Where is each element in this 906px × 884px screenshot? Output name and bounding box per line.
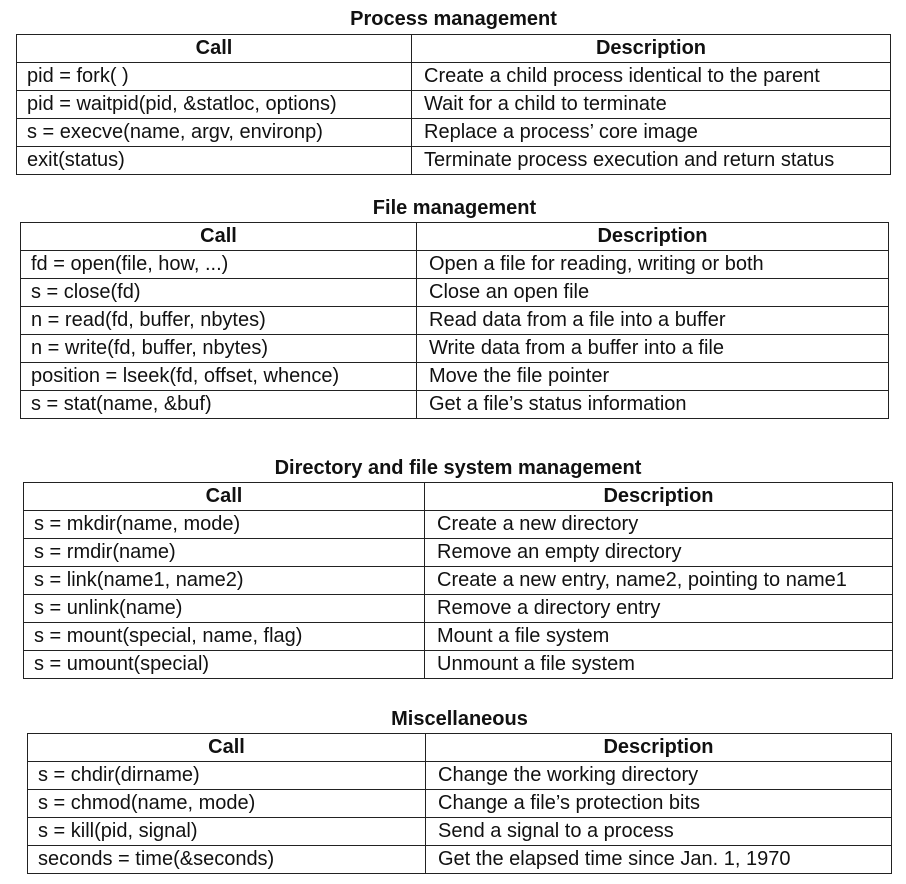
table-header-row xyxy=(17,35,891,63)
description-cell: Create a child process identical to the parent xyxy=(412,63,891,91)
section-title: Process management xyxy=(350,8,557,30)
table-header-row xyxy=(21,223,889,251)
description-cell: Change the working directory xyxy=(426,762,892,790)
description-cell: Change a file’s protection bits xyxy=(426,790,892,818)
description-cell: Replace a process’ core image xyxy=(412,119,891,147)
table-row xyxy=(24,567,893,595)
description-column-header: Description xyxy=(417,223,889,251)
table-row xyxy=(17,147,891,175)
table-row xyxy=(21,363,889,391)
description-cell: Mount a file system xyxy=(425,623,893,651)
description-cell: Unmount a file system xyxy=(425,651,893,679)
description-cell: Remove an empty directory xyxy=(425,539,893,567)
table-header-row xyxy=(28,734,892,762)
call-cell: pid = waitpid(pid, &statloc, options) xyxy=(17,91,412,119)
description-cell: Wait for a child to terminate xyxy=(412,91,891,119)
description-cell: Read data from a file into a buffer xyxy=(417,307,889,335)
table-row xyxy=(28,818,892,846)
call-cell: exit(status) xyxy=(17,147,412,175)
table-row xyxy=(28,762,892,790)
call-cell: seconds = time(&seconds) xyxy=(28,846,426,874)
call-column-header: Call xyxy=(28,734,426,762)
call-column-header: Call xyxy=(21,223,417,251)
call-cell: n = write(fd, buffer, nbytes) xyxy=(21,335,417,363)
process-management-table xyxy=(16,34,891,175)
file-management-table xyxy=(20,222,889,419)
call-cell: s = stat(name, &buf) xyxy=(21,391,417,419)
call-cell: pid = fork( ) xyxy=(17,63,412,91)
table-row xyxy=(21,279,889,307)
table-row xyxy=(24,623,893,651)
table-row xyxy=(24,651,893,679)
call-cell: s = close(fd) xyxy=(21,279,417,307)
call-column-header: Call xyxy=(17,35,412,63)
miscellaneous-table xyxy=(27,733,892,874)
call-cell: n = read(fd, buffer, nbytes) xyxy=(21,307,417,335)
section-title: Directory and file system management xyxy=(274,457,642,479)
call-cell: s = mkdir(name, mode) xyxy=(24,511,425,539)
table-row xyxy=(17,119,891,147)
description-cell: Remove a directory entry xyxy=(425,595,893,623)
call-cell: s = chmod(name, mode) xyxy=(28,790,426,818)
table-row xyxy=(21,335,889,363)
table-row xyxy=(24,511,893,539)
description-cell: Send a signal to a process xyxy=(426,818,892,846)
description-cell: Open a file for reading, writing or both xyxy=(417,251,889,279)
table-row xyxy=(24,595,893,623)
section-title: File management xyxy=(372,197,537,219)
table-row xyxy=(21,307,889,335)
call-cell: s = link(name1, name2) xyxy=(24,567,425,595)
directory-management-table xyxy=(23,482,893,679)
table-row xyxy=(17,91,891,119)
call-cell: s = mount(special, name, flag) xyxy=(24,623,425,651)
call-cell: fd = open(file, how, ...) xyxy=(21,251,417,279)
description-cell: Get the elapsed time since Jan. 1, 1970 xyxy=(426,846,892,874)
description-column-header: Description xyxy=(425,483,893,511)
description-cell: Terminate process execution and return status xyxy=(412,147,891,175)
call-cell: s = unlink(name) xyxy=(24,595,425,623)
call-cell: s = kill(pid, signal) xyxy=(28,818,426,846)
description-cell: Move the file pointer xyxy=(417,363,889,391)
description-cell: Close an open file xyxy=(417,279,889,307)
table-header-row xyxy=(24,483,893,511)
call-cell: s = rmdir(name) xyxy=(24,539,425,567)
description-cell: Create a new directory xyxy=(425,511,893,539)
description-column-header: Description xyxy=(412,35,891,63)
description-cell: Get a file’s status information xyxy=(417,391,889,419)
call-cell: s = umount(special) xyxy=(24,651,425,679)
call-cell: s = execve(name, argv, environp) xyxy=(17,119,412,147)
call-cell: s = chdir(dirname) xyxy=(28,762,426,790)
table-row xyxy=(28,790,892,818)
table-row xyxy=(24,539,893,567)
description-cell: Create a new entry, name2, pointing to name1 xyxy=(425,567,893,595)
description-cell: Write data from a buffer into a file xyxy=(417,335,889,363)
description-column-header: Description xyxy=(426,734,892,762)
call-cell: position = lseek(fd, offset, whence) xyxy=(21,363,417,391)
table-row xyxy=(17,63,891,91)
table-row xyxy=(21,251,889,279)
table-row xyxy=(21,391,889,419)
table-row xyxy=(28,846,892,874)
section-title: Miscellaneous xyxy=(391,708,528,730)
call-column-header: Call xyxy=(24,483,425,511)
